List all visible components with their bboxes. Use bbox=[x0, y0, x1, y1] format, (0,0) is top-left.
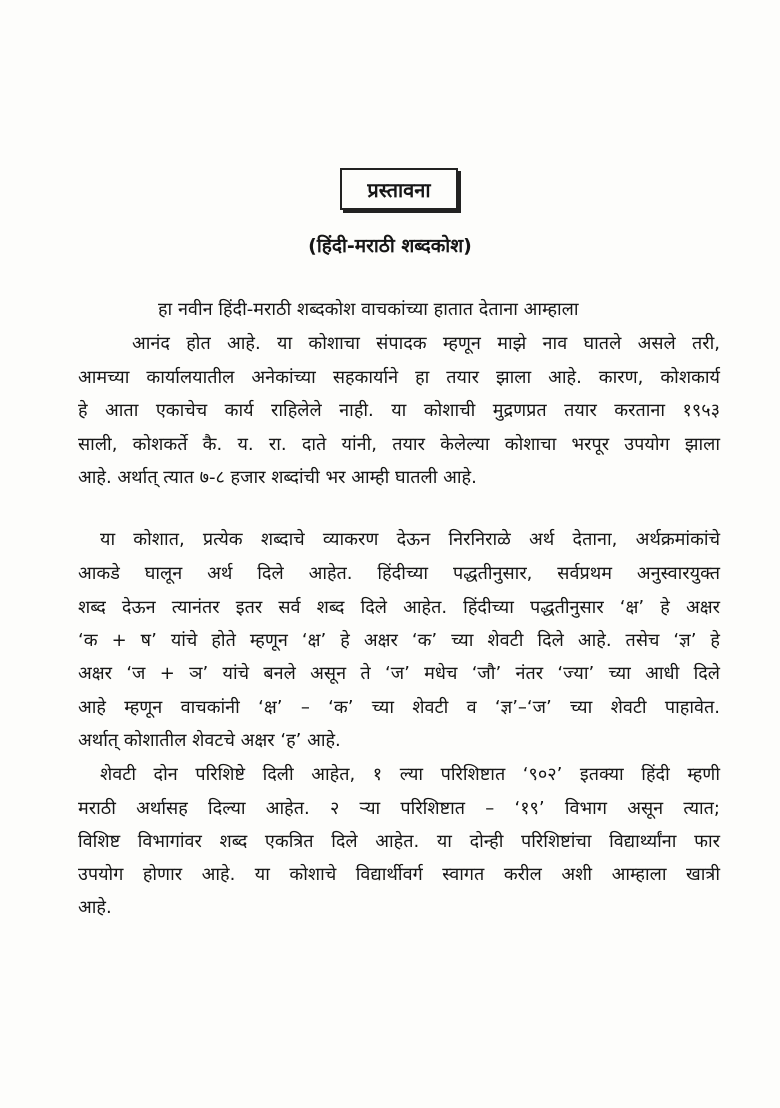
text-line: शेवटी दोन परिशिष्टे दिली आहेत, १ ल्या परिशिष्टात ‘९०२’ इतक्या हिंदी म्हणी bbox=[100, 764, 720, 785]
text-line: आनंद होत आहे. या कोशाचा संपादक म्हणून माझे नाव घातले असले तरी, bbox=[132, 333, 720, 354]
text-line: आमच्या कार्यालयातील अनेकांच्या सहकार्याने हा तयार झाला आहे. कारण, कोशकार्य bbox=[78, 367, 720, 388]
text-line: आहे. अर्थात् त्यात ७-८ हजार शब्दांची भर आम्ही घातली आहे. bbox=[78, 467, 477, 488]
text-line: आहे म्हणून वाचकांनी ‘क्ष’ – ‘क’ च्या शेवटी व ‘ज्ञ’–‘ज’ च्या शेवटी पाहावेत. bbox=[78, 697, 720, 718]
subtitle: (हिंदी-मराठी शब्दकोश) bbox=[308, 235, 472, 257]
text-line: आकडे घालून अर्थ दिले आहेत. हिंदीच्या पद्धतीनुसार, सर्वप्रथम अनुस्वारयुक्त bbox=[78, 563, 720, 584]
text-line: साली, कोशकर्ते कै. य. रा. दाते यांनी, तयार केलेल्या कोशाचा भरपूर उपयोग झाला bbox=[78, 434, 720, 455]
text-line: विशिष्ट विभागांवर शब्द एकत्रित दिले आहेत. या दोन्ही परिशिष्टांचा विद्यार्थ्यांना फार bbox=[78, 831, 720, 852]
text-line: हा नवीन हिंदी-मराठी शब्दकोश वाचकांच्या हातात देताना आम्हाला bbox=[158, 299, 579, 320]
text-line: अक्षर ‘ज + ञ’ यांचे बनले असून ते ‘ज’ मधेच ‘जौ’ नंतर ‘ज्या’ च्या आधी दिले bbox=[78, 663, 720, 684]
text-line: आहे. bbox=[78, 897, 112, 918]
text-line: ‘क + ष’ यांचे होते म्हणून ‘क्ष’ हे अक्षर ‘क’ च्या शेवटी दिले आहे. तसेच ‘ज्ञ’ हे bbox=[78, 630, 720, 651]
text-line: या कोशात, प्रत्येक शब्दाचे व्याकरण देऊन निरनिराळे अर्थ देताना, अर्थक्रमांकांचे bbox=[100, 529, 720, 550]
title-text: प्रस्तावना bbox=[367, 177, 431, 202]
page-title bbox=[340, 168, 458, 210]
text-line: अर्थात् कोशातील शेवटचे अक्षर ‘ह’ आहे. bbox=[78, 730, 341, 751]
text-line: शब्द देऊन त्यानंतर इतर सर्व शब्द दिले आहेत. हिंदीच्या पद्धतीनुसार ‘क्ष’ हे अक्षर bbox=[78, 597, 720, 618]
text-line: मराठी अर्थासह दिल्या आहेत. २ ऱ्या परिशिष्टात – ‘१९’ विभाग असून त्यात; bbox=[78, 798, 720, 819]
text-line: हे आता एकाचेच कार्य राहिलेले नाही. या कोशाची मुद्रणप्रत तयार करताना १९५३ bbox=[78, 400, 720, 421]
text-line: उपयोग होणार आहे. या कोशाचे विद्यार्थीवर्ग स्वागत करील अशी आम्हाला खात्री bbox=[78, 864, 720, 885]
